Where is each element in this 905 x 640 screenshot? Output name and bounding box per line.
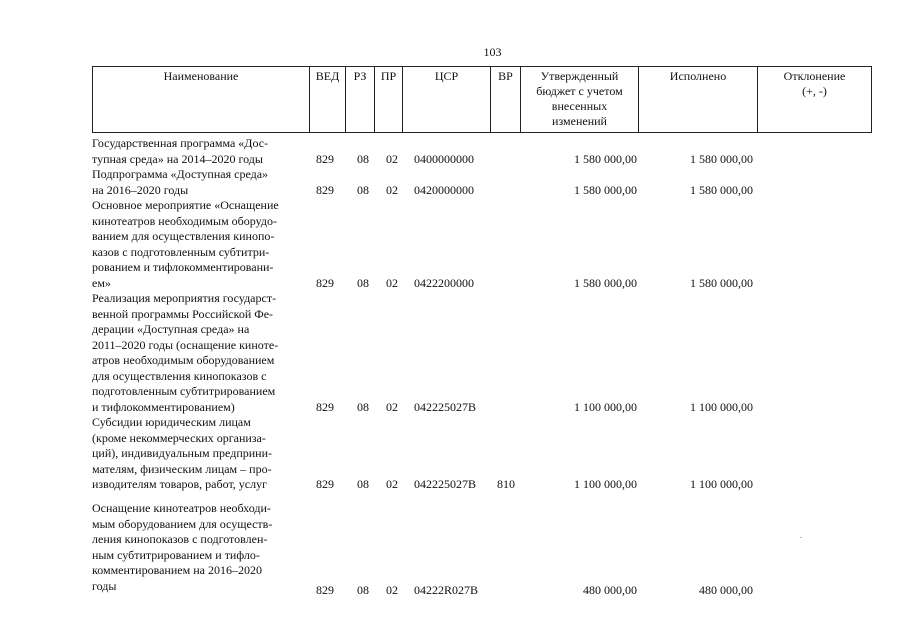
row-rz: 08 bbox=[357, 182, 369, 197]
row-executed: 1 580 000,00 bbox=[690, 275, 753, 290]
row-rz: 08 bbox=[357, 399, 369, 414]
row-csr: 042225027В bbox=[414, 399, 477, 414]
row-name: Подпрограмма «Доступная среда» на 2016–2020 годы bbox=[92, 167, 269, 197]
row-approved: 1 100 000,00 bbox=[574, 477, 637, 491]
row-csr: 042225027В bbox=[414, 477, 477, 491]
header-deviation: Отклонение (+, -) bbox=[758, 67, 872, 133]
row-pr: 02 bbox=[386, 399, 398, 414]
row-ved: 829 bbox=[316, 182, 334, 197]
row-approved: 1 580 000,00 bbox=[574, 275, 637, 290]
row-name: Государственная программа «Дос- тупная среда» на 2014–2020 годы bbox=[92, 136, 269, 166]
row-approved: 1 100 000,00 bbox=[574, 399, 637, 414]
row-ved: 829 bbox=[316, 583, 334, 597]
row-pr: 02 bbox=[386, 477, 398, 491]
scan-speck bbox=[800, 537, 802, 538]
row-executed: 1 100 000,00 bbox=[690, 399, 753, 414]
row-approved: 1 580 000,00 bbox=[574, 182, 637, 197]
row-approved: 480 000,00 bbox=[583, 583, 637, 597]
header-approved: Утвержденный бюджет с учетом внесенных изменений bbox=[521, 67, 639, 133]
row-rz: 08 bbox=[357, 477, 369, 491]
header-ved: ВЕД bbox=[310, 67, 346, 133]
row-executed: 480 000,00 bbox=[699, 583, 753, 597]
row-name: Реализация мероприятия государст- венной программы Российской Фе- дерации «Доступная среда» на 2011–2020 годы (оснащение киноте- атров необходимым оборудованием для осуществления кинопоказов с подготовленным субтитрированием и тифлокомментированием) bbox=[92, 291, 279, 414]
row-rz: 08 bbox=[357, 583, 369, 597]
header-rz: РЗ bbox=[346, 67, 375, 133]
row-vr: 810 bbox=[497, 477, 515, 491]
row-csr: 0400000000 bbox=[414, 151, 474, 166]
header-vr: ВР bbox=[491, 67, 521, 133]
row-name: Основное мероприятие «Оснащение кинотеатров необходимым оборудо- ванием для осуществления кинопо- казов с подготовленным субтитри- рованием и тифлокомментировани- ем» bbox=[92, 198, 279, 290]
row-csr: 04222R027В bbox=[414, 583, 479, 597]
row-rz: 08 bbox=[357, 275, 369, 290]
table-header bbox=[92, 66, 872, 133]
page-number: 103 bbox=[483, 45, 502, 59]
row-ved: 829 bbox=[316, 399, 334, 414]
row-csr: 0422200000 bbox=[414, 275, 474, 290]
row-ved: 829 bbox=[316, 151, 334, 166]
row-pr: 02 bbox=[386, 583, 398, 597]
row-ved: 829 bbox=[316, 477, 334, 491]
row-executed: 1 580 000,00 bbox=[690, 151, 753, 166]
row-pr: 02 bbox=[386, 275, 398, 290]
header-executed: Исполнено bbox=[639, 67, 758, 133]
row-pr: 02 bbox=[386, 182, 398, 197]
row-rz: 08 bbox=[357, 151, 369, 166]
row-name: Оснащение кинотеатров необходи- мым оборудованием для осуществ- ления кинопоказов с подготовлен- ным субтитрированием и тифло- комментированием на 2016–2020 годы bbox=[92, 501, 273, 593]
row-executed: 1 580 000,00 bbox=[690, 182, 753, 197]
row-ved: 829 bbox=[316, 275, 334, 290]
header-csr: ЦСР bbox=[403, 67, 491, 133]
header-name: Наименование bbox=[93, 67, 310, 133]
row-approved: 1 580 000,00 bbox=[574, 151, 637, 166]
row-pr: 02 bbox=[386, 151, 398, 166]
row-executed: 1 100 000,00 bbox=[690, 477, 753, 491]
row-name: Субсидии юридическим лицам (кроме некоммерческих организа- ций), индивидуальным предприни- мателям, физическим лицам – про- изводителям товаров, работ, услуг bbox=[92, 415, 273, 491]
row-csr: 0420000000 bbox=[414, 182, 474, 197]
header-pr: ПР bbox=[375, 67, 403, 133]
